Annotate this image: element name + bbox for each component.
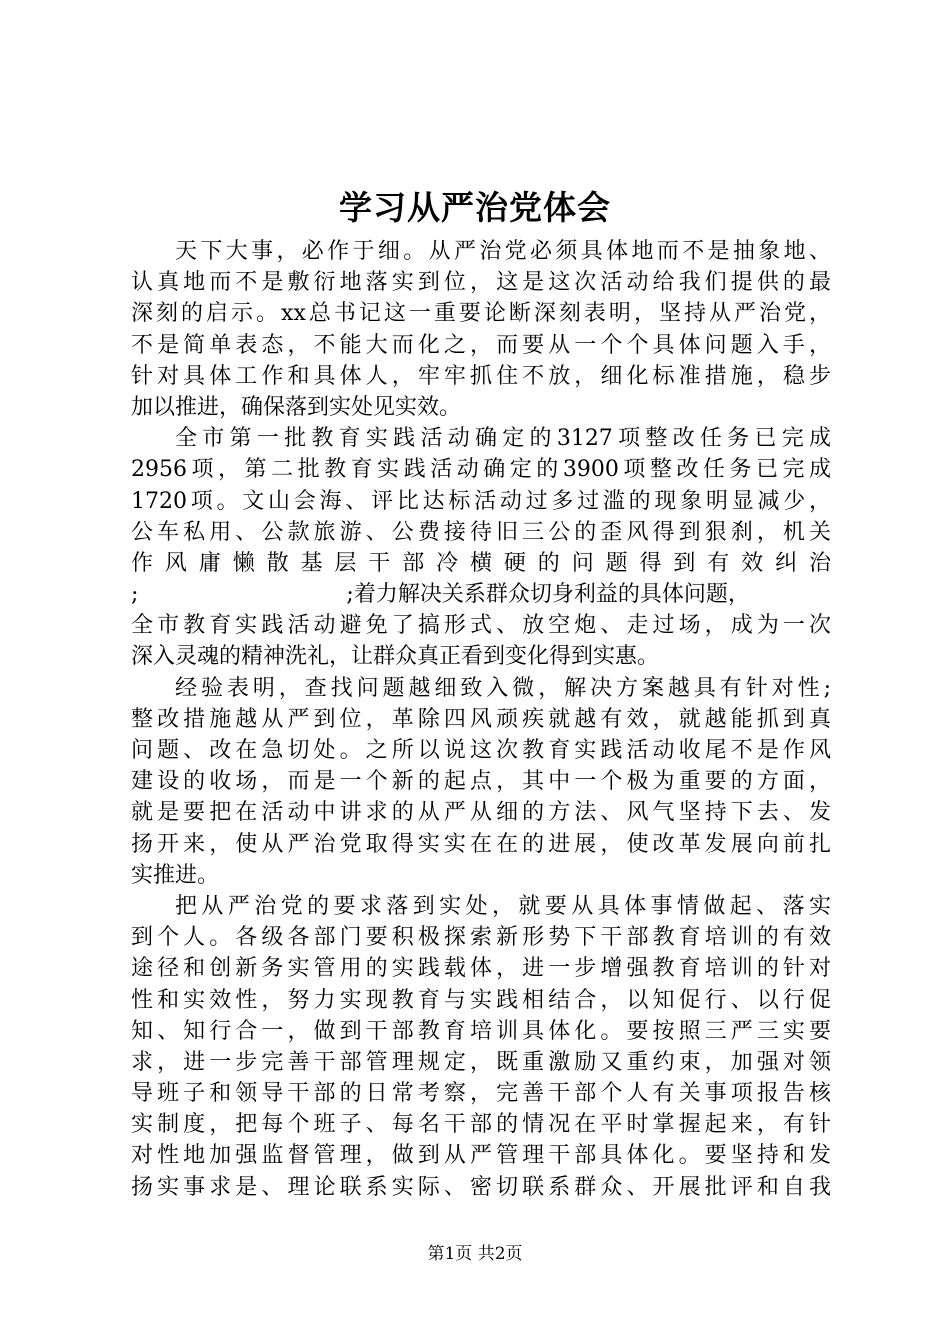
text-line: 作风庸懒散基层干部冷横硬的问题得到有效纠治 [131,550,831,576]
document-body [131,236,831,1203]
text-line: 实推进。 [131,862,220,888]
text-line: 认真地而不是敷衍地落实到位，这是这次活动给我们提供的最 [131,270,831,296]
text-line: 对性地加强监督管理，做到从严管理干部具体化。要坚持和发 [131,1143,831,1169]
text-line: 深入灵魂的精神洗礼，让群众真正看到变化得到实惠。 [131,644,660,670]
text-line: 实制度，把每个班子、每名干部的情况在平时掌握起来，有针 [131,1112,831,1138]
text-line: 问题、改在急切处。之所以说这次教育实践活动收尾不是作风 [131,738,831,763]
text-line: 加以推进，确保落到实处见实效。 [131,394,462,420]
text-line: 经验表明，查找问题越细致入微，解决方案越具有针对性; [175,675,831,701]
text-line: 整改措施越从严到位，革除四风顽疾就越有效，就越能抓到真 [131,706,831,732]
text-line: 途径和创新务实管用的实践载体，进一步增强教育培训的针对 [131,956,831,982]
text-line: 全市教育实践活动避免了搞形式、放空炮、走过场，成为一次 [131,613,831,639]
text-line: 不是简单表态，不能大而化之，而要从一个个具体问题入手， [131,332,831,358]
text-line: 深刻的启示。xx总书记这一重要论断深刻表明，坚持从严治党， [131,301,831,327]
text-line: 求，进一步完善干部管理规定，既重激励又重约束，加强对领 [131,1049,831,1075]
blank-gap [138,579,346,610]
text-line: 建设的收场，而是一个新的起点，其中一个极为重要的方面， [131,769,831,795]
paragraph-1 [131,236,831,423]
text-line: 公车私用、公款旅游、公费接待旧三公的歪风得到狠刹，机关 [131,519,831,545]
text-fragment: ;着力解决关系群众切身利益的具体问题， [346,582,750,608]
paragraph-3 [131,673,831,891]
document-title: 学习从严治党体会 [339,188,611,227]
text-line: 全市第一批教育实践活动确定的3127项整改任务已完成 [175,426,831,452]
text-line: 扬实事求是、理论联系实际、密切联系群众、开展批评和自我 [131,1174,831,1200]
text-line: 扬开来，使从严治党取得实实在在的进展，使改革发展向前扎 [131,831,831,857]
text-line: 把从严治党的要求落到实处，就要从具体事情做起、落实 [175,893,831,919]
paragraph-4 [131,891,831,1203]
paragraph-2 [131,423,831,673]
text-fragment: ; [131,582,139,608]
text-line: 导班子和领导干部的日常考察，完善干部个人有关事项报告核 [131,1081,831,1107]
text-line-with-gap [131,579,831,610]
text-line: 针对具体工作和具体人，牢牢抓住不放，细化标准措施，稳步 [131,363,831,389]
text-line: 1720项。文山会海、评比达标活动过多过滥的现象明显减少， [131,488,831,514]
text-line: 就是要把在活动中讲求的从严从细的方法、风气坚持下去、发 [131,800,831,826]
text-line: 到个人。各级各部门要积极探索新形势下干部教育培训的有效 [131,925,831,951]
text-line: 2956项，第二批教育实践活动确定的3900项整改任务已完成 [131,457,831,483]
text-line: 天下大事，必作于细。从严治党必须具体地而不是抽象地、 [175,239,831,264]
page-footer: 第1页 共2页 [427,1244,523,1264]
text-line: 知、知行合一，做到干部教育培训具体化。要按照三严三实要 [131,1018,831,1044]
text-line: 性和实效性，努力实现教育与实践相结合，以知促行、以行促 [131,987,831,1013]
